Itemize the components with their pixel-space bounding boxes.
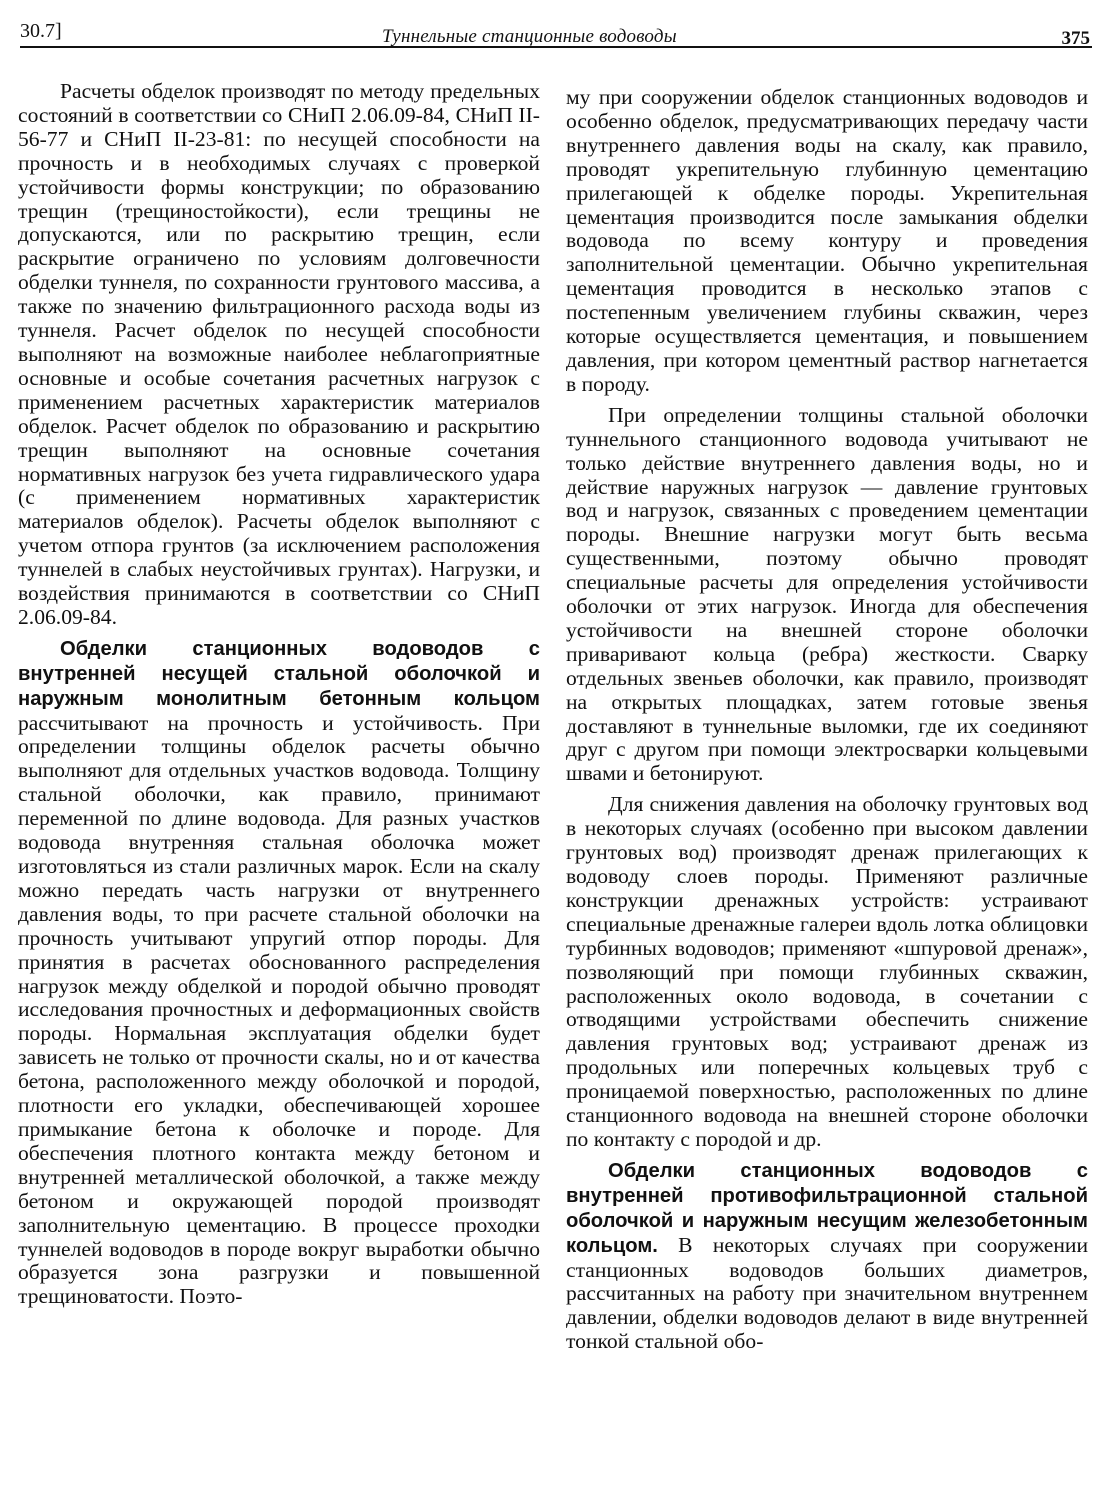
paragraph-text: В некоторых случаях при сооружении станционных водоводов больших диаметров, рассчитанных на работу при значительном внутреннем давлении, обделки водоводов делают в виде внутренней тонкой стальной обо- bbox=[566, 1232, 1088, 1354]
running-title: Туннельные станционные водоводы bbox=[382, 26, 677, 47]
page-number: 375 bbox=[1061, 28, 1090, 49]
paragraph bbox=[18, 637, 540, 1309]
paragraph: Расчеты обделок производят по методу предельных состояний в соответствии со СНиП 2.06.09-84, СНиП II-56-77 и СНиП II-23-81: по несущей способности на прочность и в необходимых случаях с проверкой устойчивости формы конструкции; по образованию трещин (трещиностойкости), если трещины не допускаются, или по раскрытию трещин, если раскрытие ограничено по условиям долговечности обделки туннеля, по сохранности грунтового массива, а также по значению фильтрационного расхода воды из туннеля. Расчет обделок по несущей способности выполняют на возможные наиболее неблагоприятные основные и особые сочетания расчетных нагрузок с применением расчетных характеристик материалов обделок. Расчет обделок по образованию и раскрытию трещин выполняют на основные сочетания нормативных нагрузок без учета гидравлического удара (с применением нормативных характеристик материалов обделок). Расчеты обделок выполняют с учетом отпора грунтов (за исключением расположения туннелей в слабых неустойчивых грунтах). Нагрузки, и воздействия принимаются в соответствии со СНиП 2.06.09-84. bbox=[18, 79, 540, 629]
paragraph: Для снижения давления на оболочку грунтовых вод в некоторых случаях (особенно при высоком давлении грунтовых вод) производят дренаж прилегающих к водоводу слоев породы. Применяют различные конструкции дренажных устройств: устраивают специальные дренажные галереи вдоль лотка облицовки турбинных водоводов; применяют «шпуровой дренаж», позволяющий при помощи глубинных скважин, расположенных около водовода, в сочетании с отводящими устройствами обеспечить снижение давления грунтовых вод; устраивают дренаж из продольных или поперечных кольцевых труб с проницаемой поверхностью, расположенных по длине станционного водовода на внешней стороне оболочки по контакту с породой и др. bbox=[566, 792, 1088, 1151]
paragraph: При определении толщины стальной оболочки туннельного станционного водовода учитывают не только действие внутреннего давления воды, но и действие наружных нагрузок — давление грунтовых вод и нагрузок, связанных с проведением цементации породы. Внешние нагрузки могут быть весьма существенными, поэтому обычно проводят специальные расчеты для определения устойчивости оболочки от этих нагрузок. Иногда для обеспечения устойчивости на внешней стороне оболочки приваривают кольца (ребра) жесткости. Сварку отдельных звеньев оболочки, как правило, производят на открытых площадках, затем готовые звенья доставляют в туннельные выломки, где их соединяют друг с другом при помощи электросварки кольцевыми швами и бетонируют. bbox=[566, 402, 1088, 786]
right-column bbox=[566, 86, 1088, 1361]
paragraph: му при сооружении обделок станционных водоводов и особенно обделок, предусматривающих передачу части внутреннего давления воды на скалу, как правило, проводят укрепительную глубинную цементацию прилегающей к обделке породы. Укрепительная цементация производится после замыкания обделки водовода по всему контуру и проведения заполнительной цементации. Обычно укрепительная цементация проводится в несколько этапов с постепенным увеличением глубины скважин, через которые осуществляется цементация, и повышением давления, при котором цементный раствор нагнетается в породу. bbox=[566, 85, 1088, 396]
page-header bbox=[20, 12, 1092, 48]
paragraph-heading: Обделки станционных водоводов с внутренней противофильтрационной стальной оболочкой и наружным несущим железобетонным кольцом. bbox=[566, 1159, 1088, 1257]
left-column bbox=[18, 80, 540, 1316]
paragraph-text: рассчитывают на прочность и устойчивость. При определении толщины обделок расчеты обычно выполняют для отдельных участков водовода. Толщину стальной оболочки, как правило, принимают переменной по длине водовода. Для разных участков водовода внутренняя стальная оболочка может изготовляться из стали различных марок. Если на скалу можно передать часть нагрузки от внутреннего давления воды, то при расчете стальной оболочки на прочность учитывают упругий отпор породы. Для принятия в расчетах обоснованного распределения нагрузок между обделкой и породой обычно проводят исследования прочностных и деформационных свойств породы. Нормальная эксплуатация обделки будет зависеть не только от прочности скалы, но и от качества бетона, расположенного между оболочкой и породой, плотности его укладки, обеспечивающей хорошее примыкание бетона к оболочке и породе. Для обеспечения плотного контакта между бетоном и внутренней металлической оболочкой, а также между бетоном и окружающей породой производят заполнительную цементацию. В процессе проходки туннелей водоводов в породе вокруг выработки обычно образуется зона разгрузки и повышенной трещиноватости. Поэто- bbox=[18, 710, 540, 1309]
paragraph-heading: Обделки станционных водоводов с внутренней несущей стальной оболочкой и наружным монолитным бетонным кольцом bbox=[18, 637, 540, 710]
paragraph bbox=[566, 1159, 1088, 1354]
section-number: 30.7] bbox=[20, 20, 62, 42]
